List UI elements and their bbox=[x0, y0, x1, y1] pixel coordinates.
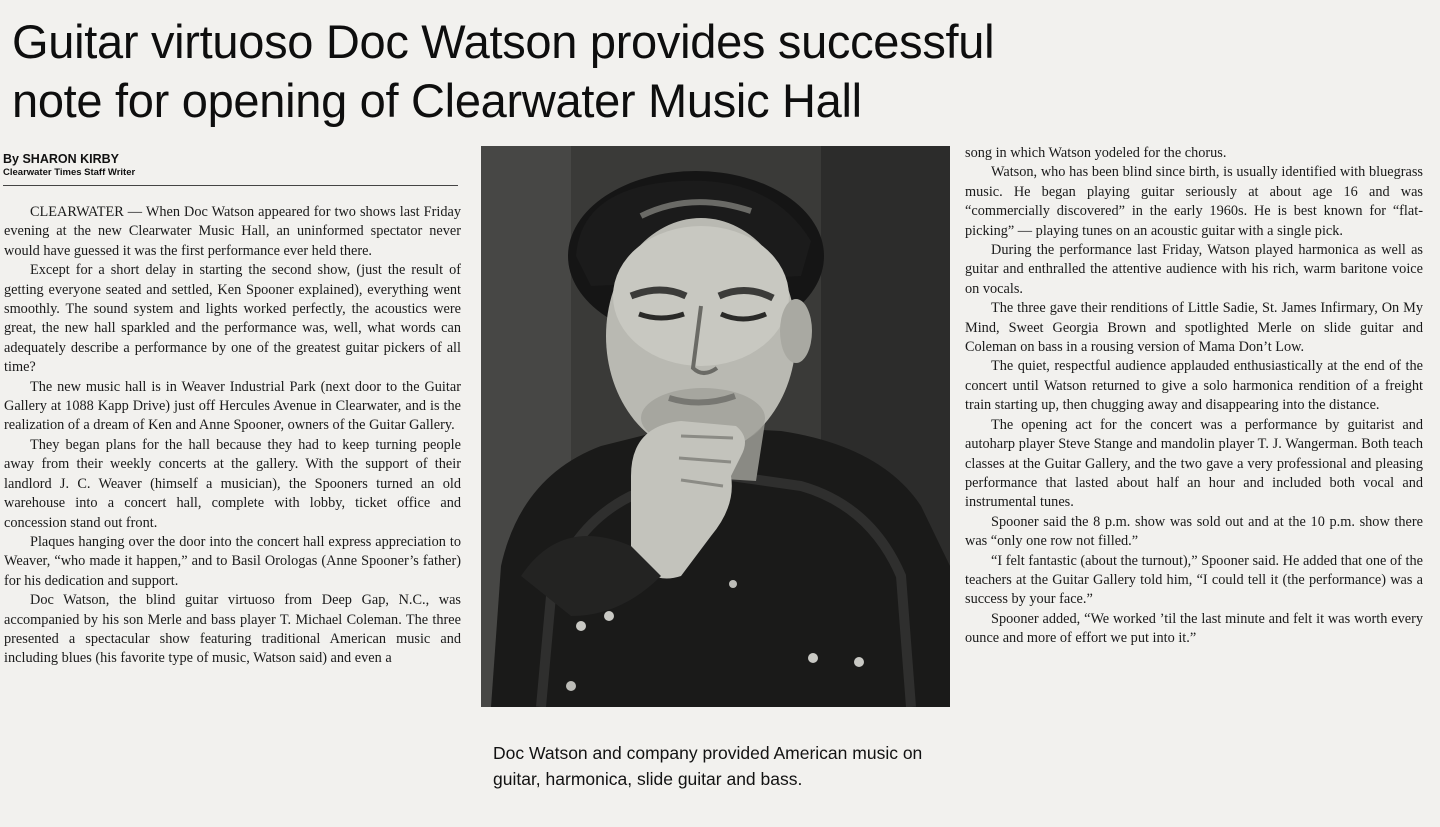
byline-divider bbox=[3, 185, 458, 186]
byline bbox=[3, 151, 458, 179]
paragraph: The three gave their renditions of Little Sadie, St. James Infirmary, On My Mind, Sweet Georgia Brown and spotlighted Merle on slide guitar and Coleman on bass in a rousing version of Mama Don’t Low. bbox=[965, 300, 1423, 356]
photo-caption: Doc Watson and company provided American music on guitar, harmonica, slide guitar and bass. bbox=[493, 743, 923, 789]
headline bbox=[12, 12, 1212, 130]
byline-role: Clearwater Times Staff Writer bbox=[3, 167, 136, 178]
paragraph: CLEARWATER — When Doc Watson appeared for two shows last Friday evening at the new Clearwater Music Hall, an uninformed spectator never would have guessed it was the first performance ever held there. bbox=[4, 204, 461, 259]
paragraph: Spooner added, “We worked ’til the last minute and felt it was worth every ounce and more of effort we put into it.” bbox=[965, 610, 1423, 647]
paragraph: Except for a short delay in starting the second show, (just the result of getting everyone seated and settled, Ken Spooner explained), everything went smoothly. The sound system and lights worked perfectly, the acoustics were great, the new hall sparkled and the performance was, well, what words can adequately describe a performance by one of the greatest guitar pickers of all time? bbox=[4, 262, 461, 376]
headline-line-1: Guitar virtuoso Doc Watson provides successful bbox=[12, 15, 995, 68]
paragraph: “I felt fantastic (about the turnout),” Spooner said. He added that one of the teachers at the Guitar Gallery told him, “I could tell it (the performance) was a success by your face.” bbox=[965, 552, 1423, 608]
paragraph: Spooner said the 8 p.m. show was sold out and at the 10 p.m. show there was “only one row not filled.” bbox=[965, 513, 1423, 550]
headline-line-2: note for opening of Clearwater Music Hall bbox=[12, 74, 862, 127]
paragraph: song in which Watson yodeled for the chorus. bbox=[965, 145, 1227, 161]
article-column-right bbox=[965, 144, 1423, 824]
paragraph: They began plans for the hall because they had to keep turning people away from their weekly concerts at the gallery. With the support of their landlord J. C. Weaver (himself a musician), the Spooners turned an old warehouse into a concert hall, complete with lobby, ticket office and concession stand out front. bbox=[4, 436, 461, 531]
paragraph: Watson, who has been blind since birth, is usually identified with bluegrass music. He began playing guitar seriously at about age 16 and was “commercially discovered” in the early 1960s. He is best known for “flat-picking” — playing tunes on an acoustic guitar with a single pick. bbox=[965, 164, 1423, 239]
portrait-photo bbox=[481, 146, 950, 707]
paragraph: Doc Watson, the blind guitar virtuoso from Deep Gap, N.C., was accompanied by his son Merle and bass player T. Michael Coleman. The three presented a spectacular show featuring traditional American music and including blues (his favorite type of music, Watson said) and even a bbox=[4, 592, 461, 667]
paragraph: The quiet, respectful audience applauded enthusiastically at the end of the concert until Watson returned to give a solo harmonica rendition of a freight train starting up, then chugging away and disappearing into the distance. bbox=[965, 358, 1423, 414]
article-column-left bbox=[4, 203, 461, 823]
paragraph: The opening act for the concert was a performance by guitarist and autoharp player Steve Stange and mandolin player T. J. Wangerman. Both teach classes at the Guitar Gallery, and the two gave a very professional and pleasing performance that lasted about half an hour and included both vocal and instrumental tunes. bbox=[965, 416, 1423, 511]
portrait-illustration bbox=[481, 146, 950, 707]
paragraph: Plaques hanging over the door into the concert hall express appreciation to Weaver, “who made it happen,” and to Basil Orologas (Anne Spooner’s father) for his dedication and support. bbox=[4, 533, 461, 589]
byline-author: By SHARON KIRBY bbox=[3, 152, 119, 166]
paragraph: The new music hall is in Weaver Industrial Park (next door to the Guitar Gallery at 1088 Kapp Drive) just off Hercules Avenue in Clearwater, and is the realization of a dream of Ken and Anne Spooner, owners of the Guitar Gallery. bbox=[4, 378, 461, 434]
paragraph: During the performance last Friday, Watson played harmonica as well as guitar and enthralled the attentive audience with his rich, warm baritone voice on vocals. bbox=[965, 242, 1423, 297]
